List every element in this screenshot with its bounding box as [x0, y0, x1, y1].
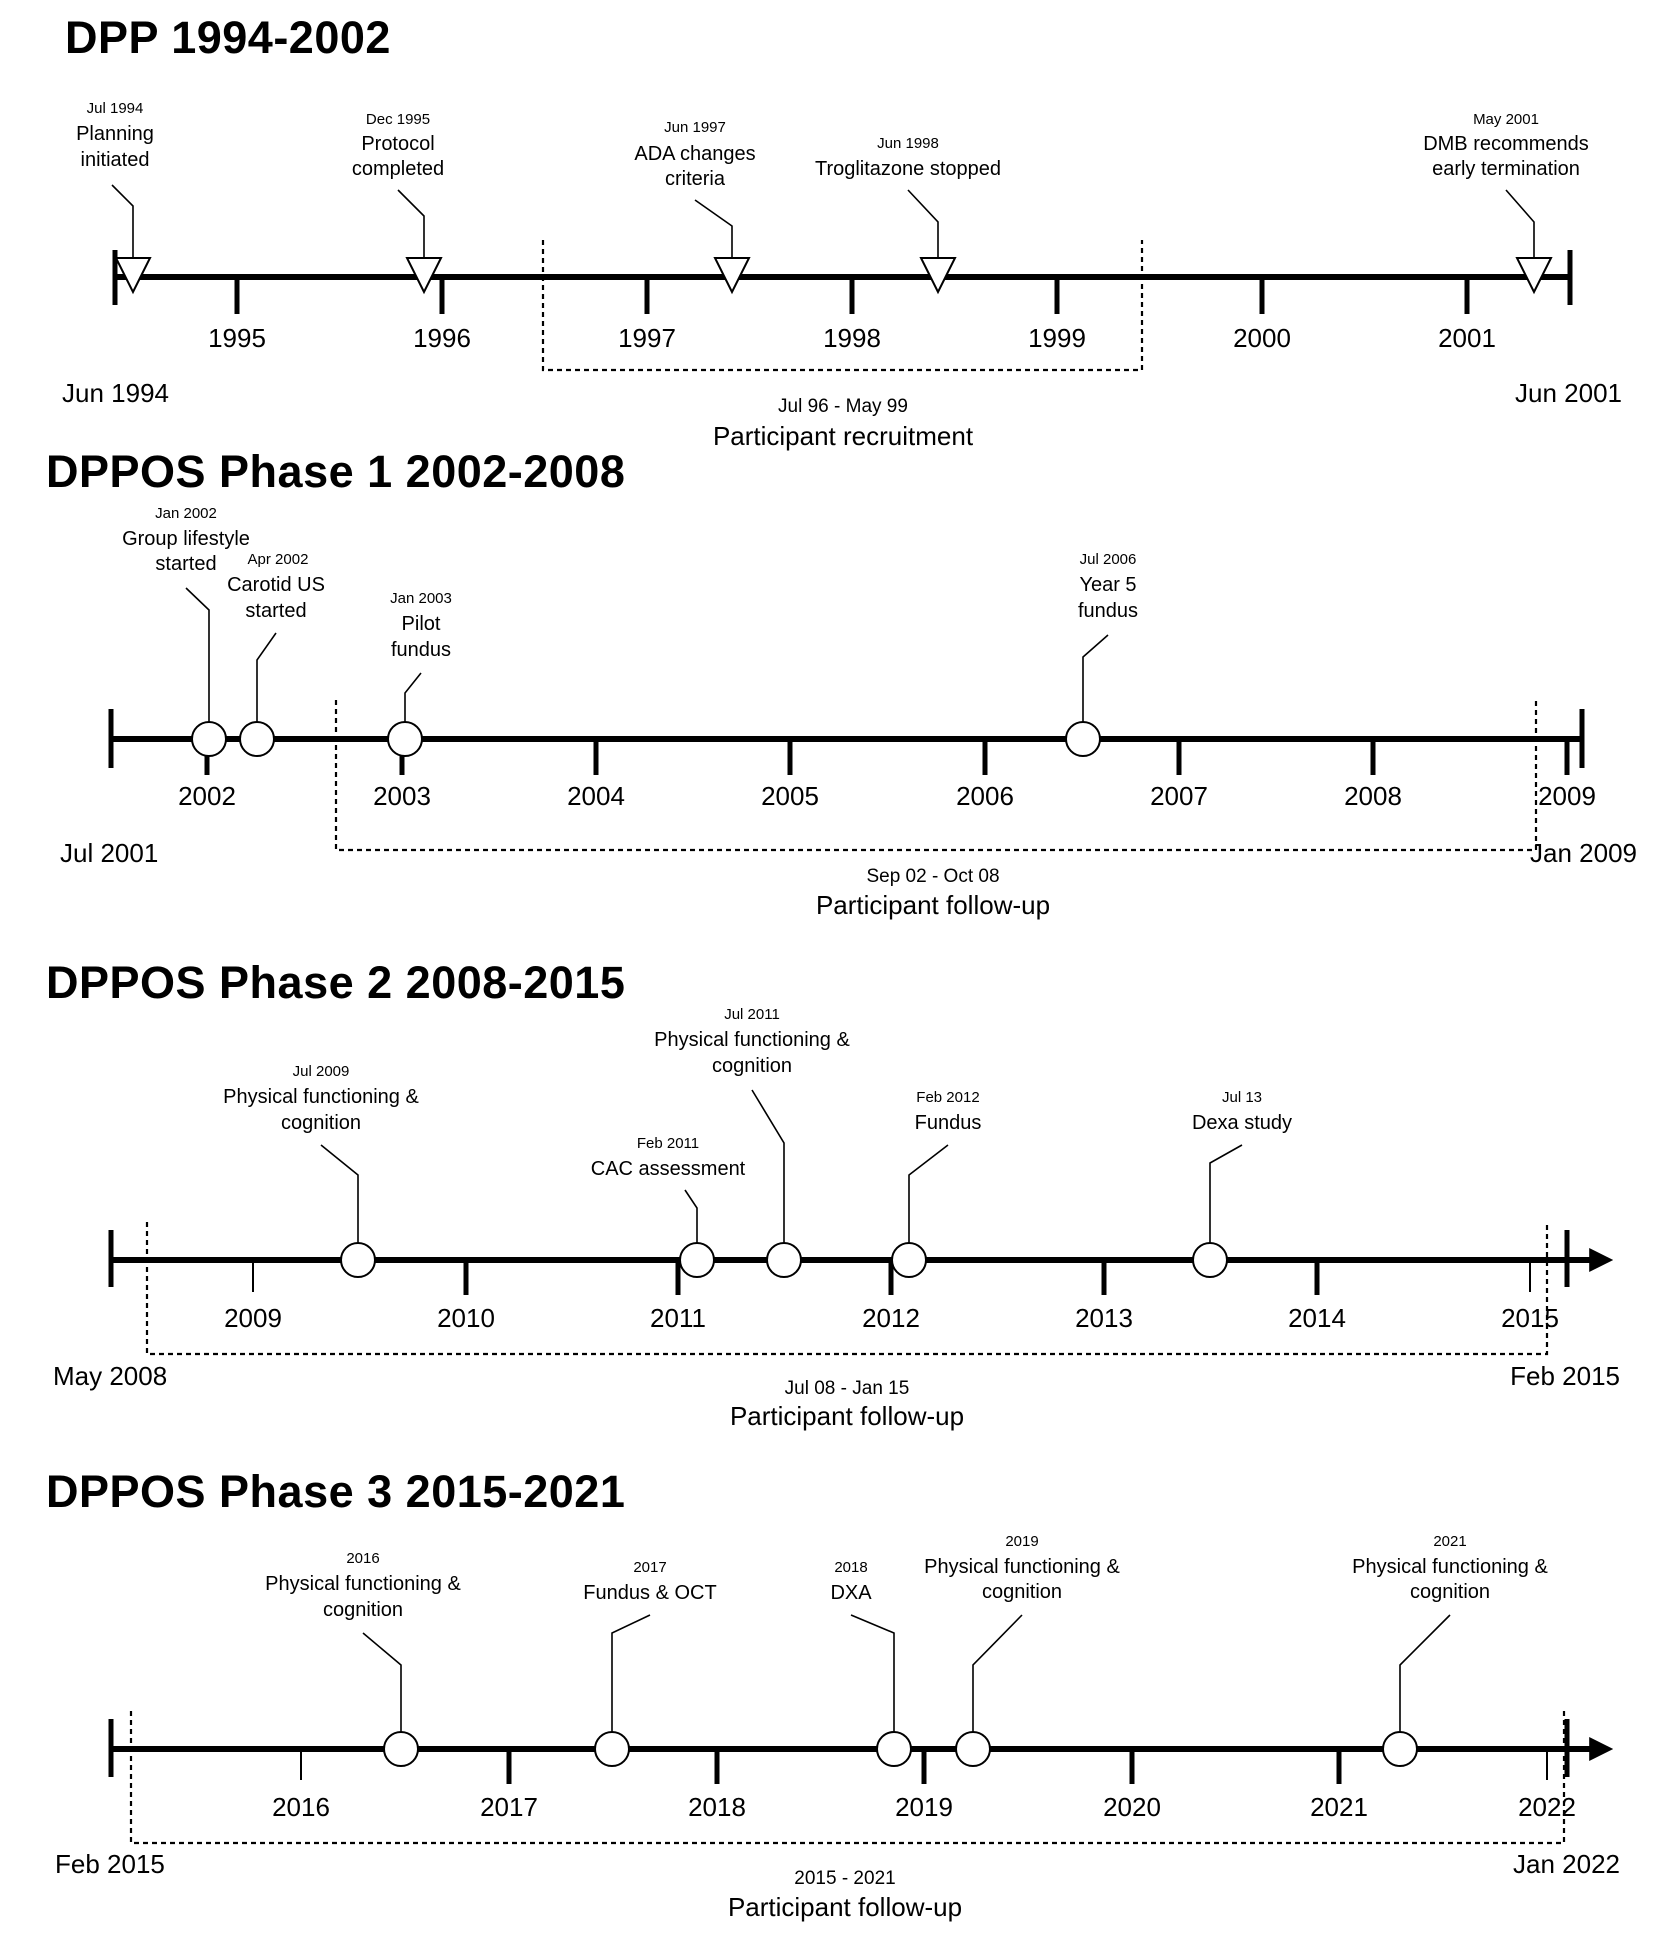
event-carotid-us: [227, 551, 325, 756]
circle-marker-icon: [767, 1243, 801, 1277]
leader-line: [685, 1190, 697, 1243]
event-label-line2: early termination: [1432, 158, 1580, 180]
period-bracket: [336, 700, 1536, 850]
event-label-line1: Fundus: [914, 1112, 982, 1134]
event-date: 2021: [1433, 1533, 1467, 1550]
event-date: Jul 2009: [292, 1063, 350, 1080]
event-label-line1: Group lifestyle: [122, 528, 250, 550]
event-date: 2019: [1005, 1533, 1039, 1550]
leader-line: [257, 633, 276, 722]
period-range: Jul 96 - May 99: [778, 396, 908, 417]
end-label: Jan 2009: [1530, 838, 1637, 868]
event-label-line1: Physical functioning &: [223, 1086, 419, 1108]
tick-label: 2008: [1344, 781, 1402, 811]
circle-marker-icon: [1383, 1732, 1417, 1766]
event-label-line1: Planning: [76, 123, 154, 145]
tick-label: 2018: [688, 1792, 746, 1822]
event-date: May 2001: [1473, 111, 1539, 128]
event-date: Jul 2011: [724, 1006, 780, 1023]
period-label: Participant follow-up: [729, 1401, 965, 1431]
event-label-line2: fundus: [1077, 600, 1139, 622]
tick-label: 2011: [650, 1303, 706, 1333]
period-bracket: [147, 1222, 1547, 1354]
leader-line: [1210, 1145, 1242, 1243]
leader-line: [851, 1615, 894, 1732]
event-label-line2: initiated: [80, 149, 150, 171]
event-label-line2: fundus: [390, 639, 452, 661]
panel-dppos-phase1: [46, 446, 1637, 920]
event-label-line2: cognition: [280, 1112, 362, 1134]
event-label-line1: Year 5: [1079, 574, 1137, 596]
tick-label: 2013: [1075, 1303, 1133, 1333]
period-range: Sep 02 - Oct 08: [866, 866, 1000, 887]
leader-line: [321, 1145, 358, 1243]
event-label-line1: DXA: [830, 1582, 872, 1604]
event-label-line2: cognition: [322, 1599, 404, 1621]
leader-line: [405, 673, 421, 722]
event-date: Dec 1995: [365, 111, 431, 128]
period-label: Participant follow-up: [815, 890, 1051, 920]
period-bracket: [131, 1711, 1564, 1843]
leader-line: [752, 1090, 784, 1243]
event-label-line2: cognition: [1409, 1581, 1491, 1603]
leader-line: [1506, 190, 1534, 258]
end-label: Jun 2001: [1515, 378, 1622, 408]
leader-line: [1083, 635, 1108, 722]
tick-label: 2020: [1103, 1792, 1161, 1822]
leader-line: [398, 190, 424, 258]
leader-line: [908, 190, 938, 258]
tick-label: 2017: [480, 1792, 538, 1822]
start-label: Feb 2015: [55, 1849, 165, 1879]
event-label-line2: cognition: [981, 1581, 1063, 1603]
event-label-line1: Fundus & OCT: [583, 1582, 717, 1604]
event-label-line1: ADA changes: [634, 143, 756, 165]
circle-marker-icon: [240, 722, 274, 756]
circle-marker-icon: [388, 722, 422, 756]
panel-title: DPP 1994-2002: [65, 12, 391, 63]
event-label-line2: started: [245, 600, 307, 622]
tick-label: 1999: [1028, 323, 1086, 353]
event-group-lifestyle: [122, 505, 250, 756]
tick-label: 1995: [208, 323, 266, 353]
leader-line: [909, 1145, 948, 1243]
event-date: Jul 1994: [86, 100, 144, 117]
circle-marker-icon: [1066, 722, 1100, 756]
tick-label: 2005: [761, 781, 819, 811]
event-date: Feb 2011: [636, 1135, 700, 1152]
event-date: 2018: [834, 1559, 868, 1576]
event-label-line2: criteria: [664, 168, 726, 190]
event-label-line1: CAC assessment: [590, 1158, 746, 1180]
circle-marker-icon: [192, 722, 226, 756]
event-fundus-oct: [583, 1559, 716, 1766]
panel-title: DPPOS Phase 2 2008-2015: [46, 957, 626, 1008]
event-date: Jul 2006: [1079, 551, 1137, 568]
circle-marker-icon: [956, 1732, 990, 1766]
tick-label: 2009: [1538, 781, 1596, 811]
event-date: Jun 1998: [877, 135, 939, 152]
leader-line: [363, 1633, 401, 1732]
period-label: Participant recruitment: [712, 421, 974, 451]
start-label: May 2008: [53, 1361, 168, 1391]
event-ada: [634, 119, 755, 292]
event-label-line1: Physical functioning &: [924, 1556, 1120, 1578]
tick-label: 2000: [1233, 323, 1291, 353]
tick-label: 2002: [178, 781, 236, 811]
start-label: Jun 1994: [62, 378, 169, 408]
event-label-line1: Physical functioning &: [654, 1029, 850, 1051]
panel-title: DPPOS Phase 1 2002-2008: [46, 446, 626, 497]
event-label-line1: DMB recommends: [1423, 133, 1589, 155]
leader-line: [112, 185, 133, 258]
period-label: Participant follow-up: [727, 1892, 963, 1922]
event-date: Jan 2003: [390, 590, 452, 607]
event-dexa-study: [1192, 1089, 1292, 1277]
event-fundus-2012: [892, 1089, 981, 1277]
event-label-line1: Physical functioning &: [1352, 1556, 1548, 1578]
event-label-line1: Carotid US: [227, 574, 325, 596]
event-date: Jan 2002: [155, 505, 217, 522]
event-date: Apr 2002: [247, 551, 309, 568]
event-physical-2016: [265, 1550, 461, 1766]
tick-label: 2016: [272, 1792, 330, 1822]
event-label-line1: Troglitazone stopped: [814, 158, 1002, 180]
circle-marker-icon: [877, 1732, 911, 1766]
leader-line: [695, 200, 732, 258]
tick-label: 2012: [862, 1303, 920, 1333]
end-label: Jan 2022: [1513, 1849, 1620, 1879]
event-pilot-fundus: [388, 590, 452, 756]
event-label-line2: completed: [351, 158, 445, 180]
tick-label: 1997: [618, 323, 676, 353]
tick-label: 2004: [567, 781, 625, 811]
event-date: Jul 13: [1221, 1089, 1263, 1106]
panel-dppos-phase3: [46, 1466, 1620, 1922]
period-range: 2015 - 2021: [794, 1868, 896, 1889]
panel-title: DPPOS Phase 3 2015-2021: [46, 1466, 626, 1517]
event-dmb: [1423, 111, 1589, 292]
leader-line: [612, 1615, 650, 1732]
leader-line: [1400, 1615, 1450, 1732]
event-cac-assessment: [591, 1135, 746, 1277]
tick-label: 2019: [895, 1792, 953, 1822]
end-label: Feb 2015: [1510, 1361, 1620, 1391]
circle-marker-icon: [595, 1732, 629, 1766]
event-date: Jun 1997: [664, 119, 726, 136]
tick-label: 2021: [1310, 1792, 1368, 1822]
tick-label: 2015: [1501, 1303, 1559, 1333]
tick-label: 1996: [413, 323, 471, 353]
event-protocol: [352, 111, 444, 292]
circle-marker-icon: [1193, 1243, 1227, 1277]
event-physical-2019: [924, 1533, 1120, 1766]
tick-label: 2007: [1150, 781, 1208, 811]
tick-label: 2022: [1518, 1792, 1576, 1822]
event-label-line1: Protocol: [361, 133, 435, 155]
circle-marker-icon: [680, 1243, 714, 1277]
event-year5-fundus: [1066, 551, 1138, 756]
start-label: Jul 2001: [60, 838, 159, 868]
tick-label: 2006: [956, 781, 1014, 811]
circle-marker-icon: [892, 1243, 926, 1277]
event-physical-2009: [223, 1063, 419, 1277]
tick-label: 2010: [437, 1303, 495, 1333]
tick-label: 1998: [823, 323, 881, 353]
event-date: 2017: [633, 1559, 667, 1576]
circle-marker-icon: [341, 1243, 375, 1277]
panel-dppos-phase2: [46, 957, 1620, 1431]
event-label-line1: Physical functioning &: [265, 1573, 461, 1595]
event-date: 2016: [346, 1550, 380, 1567]
event-label-line2: cognition: [711, 1055, 793, 1077]
event-troglitazone: [815, 135, 1001, 292]
period-range: Jul 08 - Jan 15: [784, 1378, 910, 1399]
leader-line: [973, 1615, 1022, 1732]
event-physical-2021: [1352, 1533, 1548, 1766]
event-date: Feb 2012: [916, 1089, 980, 1106]
leader-line: [186, 588, 209, 722]
event-label-line1: Dexa study: [1191, 1112, 1293, 1134]
circle-marker-icon: [384, 1732, 418, 1766]
tick-label: 2014: [1288, 1303, 1346, 1333]
event-label-line2: started: [155, 553, 217, 575]
panel-dpp: [62, 12, 1622, 451]
event-dxa: [830, 1559, 911, 1766]
tick-label: 2001: [1438, 323, 1496, 353]
tick-label: 2003: [373, 781, 431, 811]
event-label-line1: Pilot: [401, 613, 441, 635]
tick-label: 2009: [224, 1303, 282, 1333]
